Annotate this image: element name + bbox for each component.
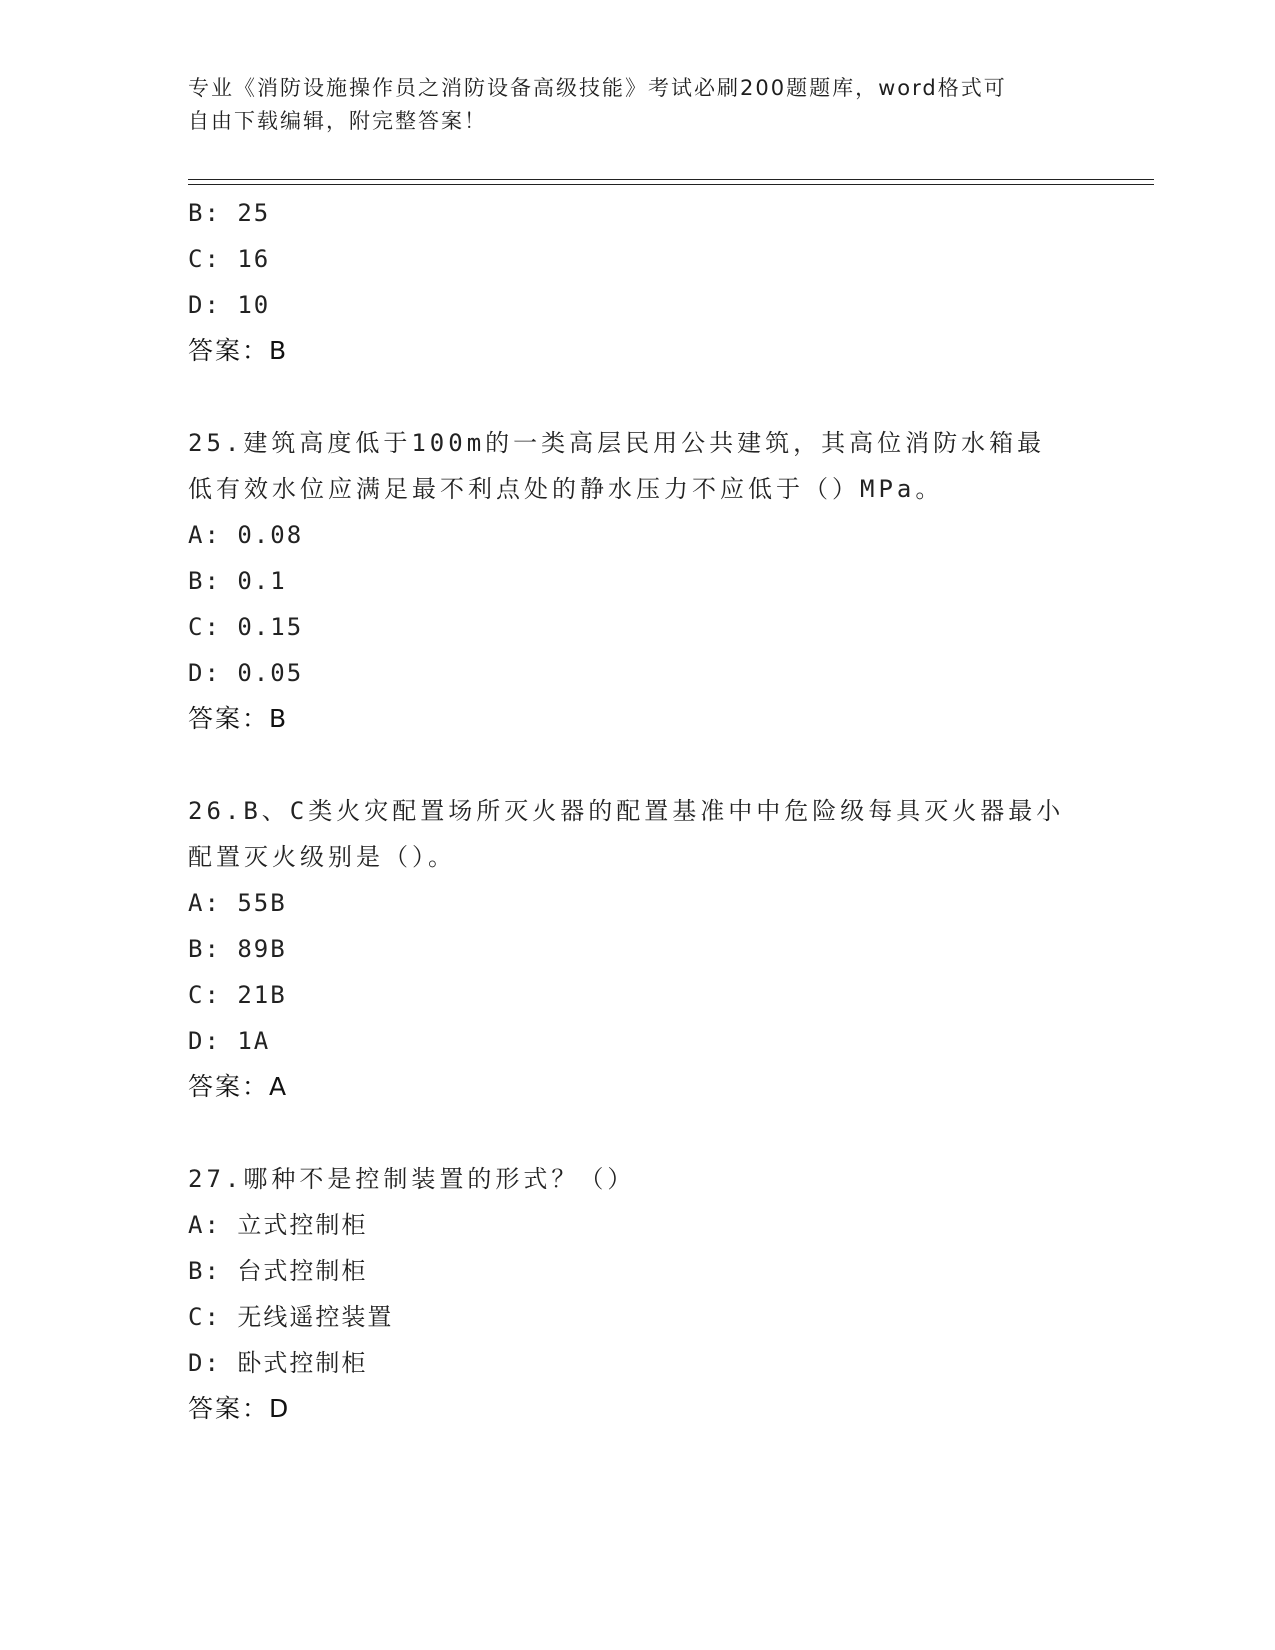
option-a: A: 55B [188,889,287,917]
question-27 [188,1156,1154,1432]
option-d: D: 10 [188,291,271,319]
answer: 答案：D [188,1394,291,1423]
header-divider-bottom [188,184,1154,185]
option-c: C: 21B [188,981,287,1009]
prev-question [188,190,1154,374]
header-divider-top [188,179,1154,180]
header-line-1: 专业《消防设施操作员之消防设备高级技能》考试必刷200题题库，word格式可 [188,76,1007,100]
question-26 [188,788,1154,1110]
option-b: B: 89B [188,935,287,963]
answer: 答案：B [188,336,289,365]
document-body [188,190,1154,1432]
spacer [188,742,1154,788]
option-c: C: 0.15 [188,613,304,641]
option-d: D: 0.05 [188,659,304,687]
question-stem: 25.建筑高度低于100m的一类高层民用公共建筑，其高位消防水箱最 [188,429,1046,457]
option-c: C: 无线遥控装置 [188,1303,394,1331]
option-c: C: 16 [188,245,271,273]
answer: 答案：B [188,704,289,733]
option-d: D: 1A [188,1027,271,1055]
document-header [188,72,1068,138]
question-stem: 26.B、C类火灾配置场所灭火器的配置基准中中危险级每具灭火器最小 [188,797,1065,825]
option-a: A: 0.08 [188,521,304,549]
option-d: D: 卧式控制柜 [188,1349,368,1377]
option-b: B: 0.1 [188,567,287,595]
question-stem: 27.哪种不是控制装置的形式？（） [188,1165,636,1193]
spacer [188,374,1154,420]
spacer [188,1110,1154,1156]
question-stem: 低有效水位应满足最不利点处的静水压力不应低于（）MPa。 [188,475,944,503]
question-25 [188,420,1154,742]
question-stem: 配置灭火级别是（）。 [188,843,456,871]
option-b: B: 台式控制柜 [188,1257,368,1285]
option-b: B: 25 [188,199,271,227]
header-line-2: 自由下载编辑，附完整答案！ [188,109,487,133]
answer: 答案：A [188,1072,289,1101]
option-a: A: 立式控制柜 [188,1211,368,1239]
